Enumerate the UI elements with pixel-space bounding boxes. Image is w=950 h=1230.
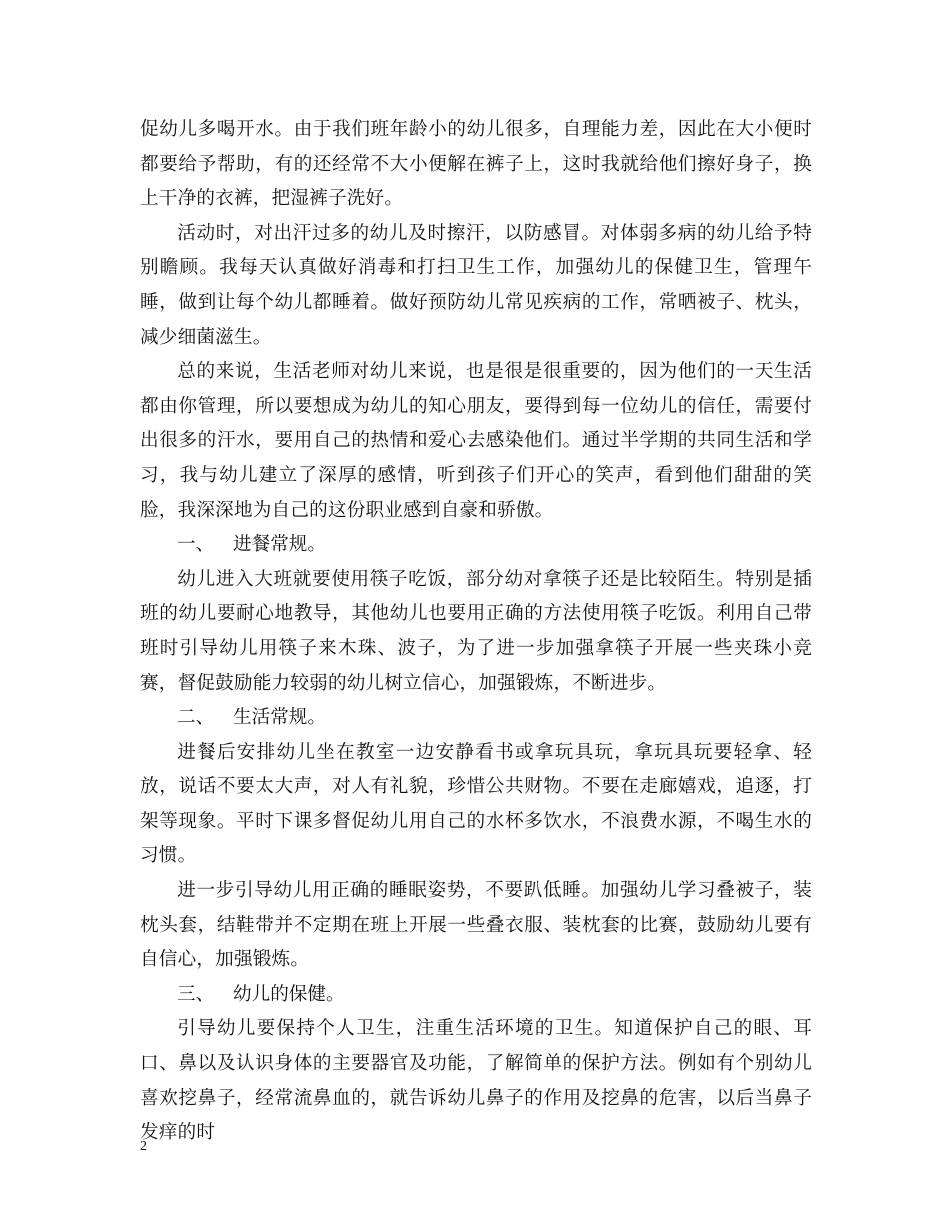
section-title-3: 幼儿的保健。 (233, 983, 345, 1005)
page-number: 2 (140, 1139, 147, 1154)
paragraph-5: 进餐后安排幼儿坐在教室一边安静看书或拿玩具玩，拿玩具玩要轻拿、轻放，说话不要太大声，对人有礼貌，珍惜公共财物。不要在走廊嬉戏，追逐，打架等现象。平时下课多督促幼儿用自己的水杯多饮水，不浪费水源，不喝生水的习惯。 (140, 741, 812, 867)
paragraph-2: 活动时，对出汗过多的幼儿及时擦汗，以防感冒。对体弱多病的幼儿给予特别瞻顾。我每天认真做好消毒和打扫卫生工作，加强幼儿的保健卫生，管理午睡，做到让每个幼儿都睡着。做好预防幼儿常见疾病的工作，常晒被子、枕头，减少细菌滋生。 (140, 222, 812, 348)
document-body (140, 113, 812, 1151)
section-title-1: 进餐常规。 (233, 534, 326, 556)
paragraph-4: 幼儿进入大班就要使用筷子吃饭，部分幼对拿筷子还是比较陌生。特别是插班的幼儿要耐心地教导，其他幼儿也要用正确的方法使用筷子吃饭。利用自己带班时引导幼儿用筷子来木珠、波子，为了进一步加强拿筷子开展一些夹珠小竞赛，督促鼓励能力较弱的幼儿树立信心，加强锻炼，不断进步。 (140, 568, 812, 694)
section-heading-1 (140, 528, 812, 563)
section-heading-3 (140, 978, 812, 1013)
paragraph-6: 进一步引导幼儿用正确的睡眠姿势，不要趴低睡。加强幼儿学习叠被子，装枕头套，结鞋带并不定期在班上开展一些叠衣服、装枕套的比赛，鼓励幼儿要有自信心，加强锻炼。 (140, 880, 812, 971)
paragraph-3: 总的来说，生活老师对幼儿来说，也是很是很重要的，因为他们的一天生活都由你管理，所以要想成为幼儿的知心朋友，要得到每一位幼儿的信任，需要付出很多的汗水，要用自己的热情和爱心去感染他们。通过半学期的共同生活和学习，我与幼儿建立了深厚的感情，听到孩子们开心的笑声，看到他们甜甜的笑脸，我深深地为自己的这份职业感到自豪和骄傲。 (140, 361, 812, 521)
paragraph-7: 引导幼儿要保持个人卫生，注重生活环境的卫生。知道保护自己的眼、耳口、鼻以及认识身体的主要器官及功能，了解简单的保护方法。例如有个别幼儿喜欢挖鼻子，经常流鼻血的，就告诉幼儿鼻子的作用及挖鼻的危害，以后当鼻子发痒的时 (140, 1018, 812, 1144)
section-number-1: 一、 (177, 534, 215, 556)
paragraph-1: 促幼儿多喝开水。由于我们班年龄小的幼儿很多，自理能力差，因此在大小便时都要给予帮助，有的还经常不大小便解在裤子上，这时我就给他们擦好身子，换上干净的衣裤，把湿裤子洗好。 (140, 119, 812, 210)
section-title-2: 生活常规。 (233, 707, 326, 729)
section-heading-2 (140, 701, 812, 736)
section-number-3: 三、 (177, 983, 215, 1005)
section-number-2: 二、 (177, 707, 215, 729)
